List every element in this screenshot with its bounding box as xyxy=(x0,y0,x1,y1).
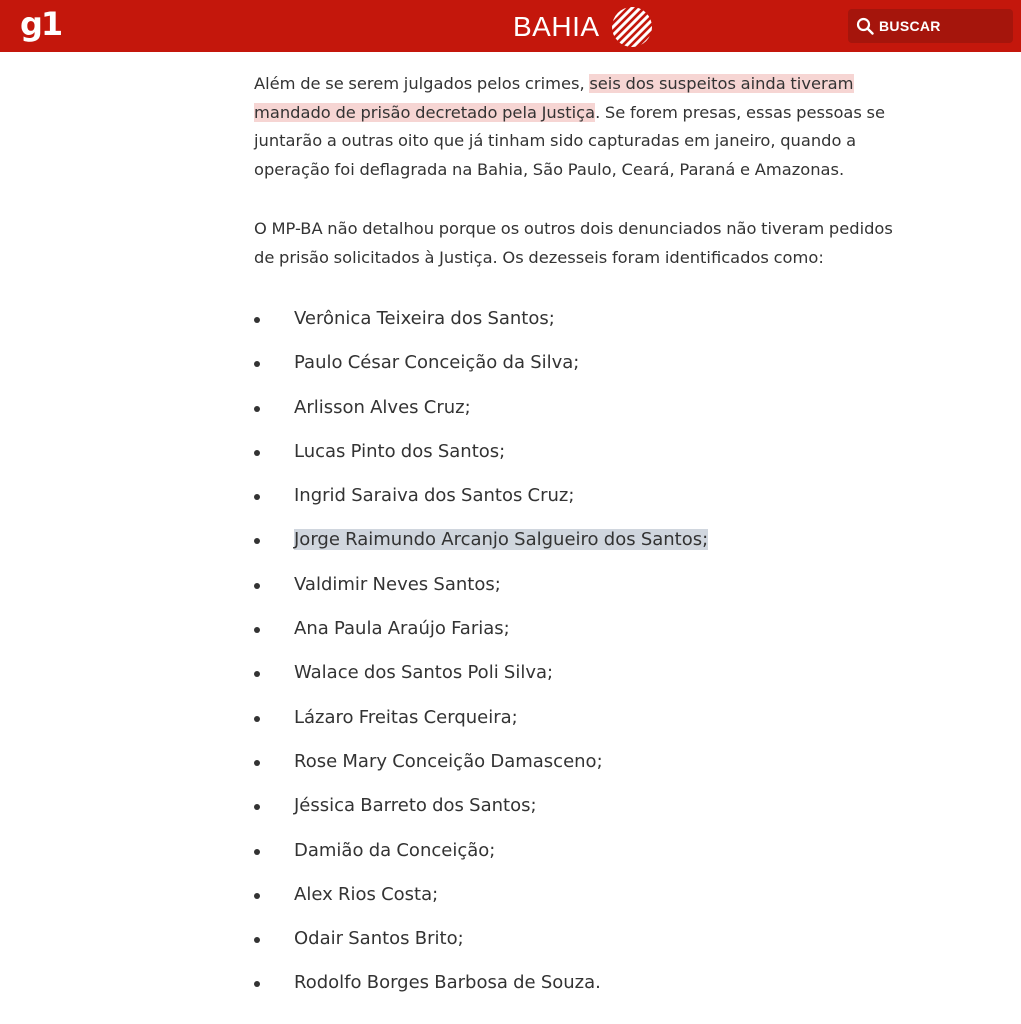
list-item-text: Damião da Conceição; xyxy=(294,839,496,861)
bullet-icon xyxy=(254,317,260,323)
list-item xyxy=(254,740,914,784)
bullet-icon xyxy=(254,760,260,766)
list-item xyxy=(254,341,914,385)
list-item-text: Paulo César Conceição da Silva; xyxy=(294,352,580,374)
search-label: BUSCAR xyxy=(879,18,941,34)
suspects-list xyxy=(254,297,914,1006)
list-item-text: Verônica Teixeira dos Santos; xyxy=(294,308,555,329)
list-item-text: Alex Rios Costa; xyxy=(294,883,439,905)
paragraph-text: Além de se serem julgados pelos crimes, xyxy=(254,74,590,93)
list-item xyxy=(254,784,914,828)
list-item xyxy=(254,829,914,873)
paragraph-text: . Se forem presas, essas pessoas se juntarão a outras oito que já tinham sido capturadas em janeiro, quando a operação foi deflagrada na Bahia, São Paulo, Ceará, Paraná e Amazonas. xyxy=(254,102,886,179)
paragraph-identified: O MP-BA não detalhou porque os outros dois denunciados não tiveram pedidos de prisão solicitados à Justiça. Os dezesseis foram identificados como: xyxy=(254,219,893,267)
list-item-text: Lázaro Freitas Cerqueira; xyxy=(294,706,518,728)
section-title: BAHIA xyxy=(513,11,600,42)
list-item-text: Arlisson Alves Cruz; xyxy=(294,396,471,418)
highlighted-text: seis dos suspeitos ainda tiveram mandado de prisão decretado pela Justiça xyxy=(254,74,854,122)
bullet-icon xyxy=(254,981,260,987)
bullet-icon xyxy=(254,538,260,544)
list-item xyxy=(254,430,914,474)
list-item-text: Walace dos Santos Poli Silva; xyxy=(294,662,554,684)
list-item-text: Rodolfo Borges Barbosa de Souza. xyxy=(294,972,601,994)
bullet-icon xyxy=(254,406,260,412)
bullet-icon xyxy=(254,893,260,899)
article-body xyxy=(254,70,914,272)
bullet-icon xyxy=(254,804,260,810)
list-item-text: Ana Paula Araújo Farias; xyxy=(294,618,510,640)
list-item-text: Jéssica Barreto dos Santos; xyxy=(294,795,537,817)
list-item-text: Jorge Raimundo Arcanjo Salgueiro dos Santos; xyxy=(294,529,709,551)
bullet-icon xyxy=(254,450,260,456)
list-item-text: Valdimir Neves Santos; xyxy=(294,573,501,595)
list-item xyxy=(254,563,914,607)
bullet-icon xyxy=(254,494,260,500)
list-item-text: Ingrid Saraiva dos Santos Cruz; xyxy=(294,485,575,507)
bullet-icon xyxy=(254,716,260,722)
bullet-icon xyxy=(254,361,260,367)
section-brand[interactable] xyxy=(513,7,656,47)
list-item xyxy=(254,518,914,562)
bullet-icon xyxy=(254,627,260,633)
list-item-text: Odair Santos Brito; xyxy=(294,928,464,950)
list-item xyxy=(254,873,914,917)
bahia-stripes-icon xyxy=(608,6,656,48)
bullet-icon xyxy=(254,937,260,943)
list-item-text: Lucas Pinto dos Santos; xyxy=(294,440,506,462)
list-item xyxy=(254,474,914,518)
list-item xyxy=(254,961,914,1005)
site-header xyxy=(0,0,1021,52)
list-item xyxy=(254,651,914,695)
list-item xyxy=(254,386,914,430)
search-button[interactable] xyxy=(848,9,1013,43)
bullet-icon xyxy=(254,671,260,677)
list-item xyxy=(254,696,914,740)
paragraph-arrests xyxy=(254,70,914,184)
bullet-icon xyxy=(254,849,260,855)
search-icon xyxy=(856,17,874,35)
bullet-icon xyxy=(254,583,260,589)
list-item xyxy=(254,917,914,961)
g1-logo[interactable]: g1 xyxy=(20,5,62,43)
list-item xyxy=(254,297,914,341)
list-item xyxy=(254,607,914,651)
list-item-text: Rose Mary Conceição Damasceno; xyxy=(294,750,603,772)
